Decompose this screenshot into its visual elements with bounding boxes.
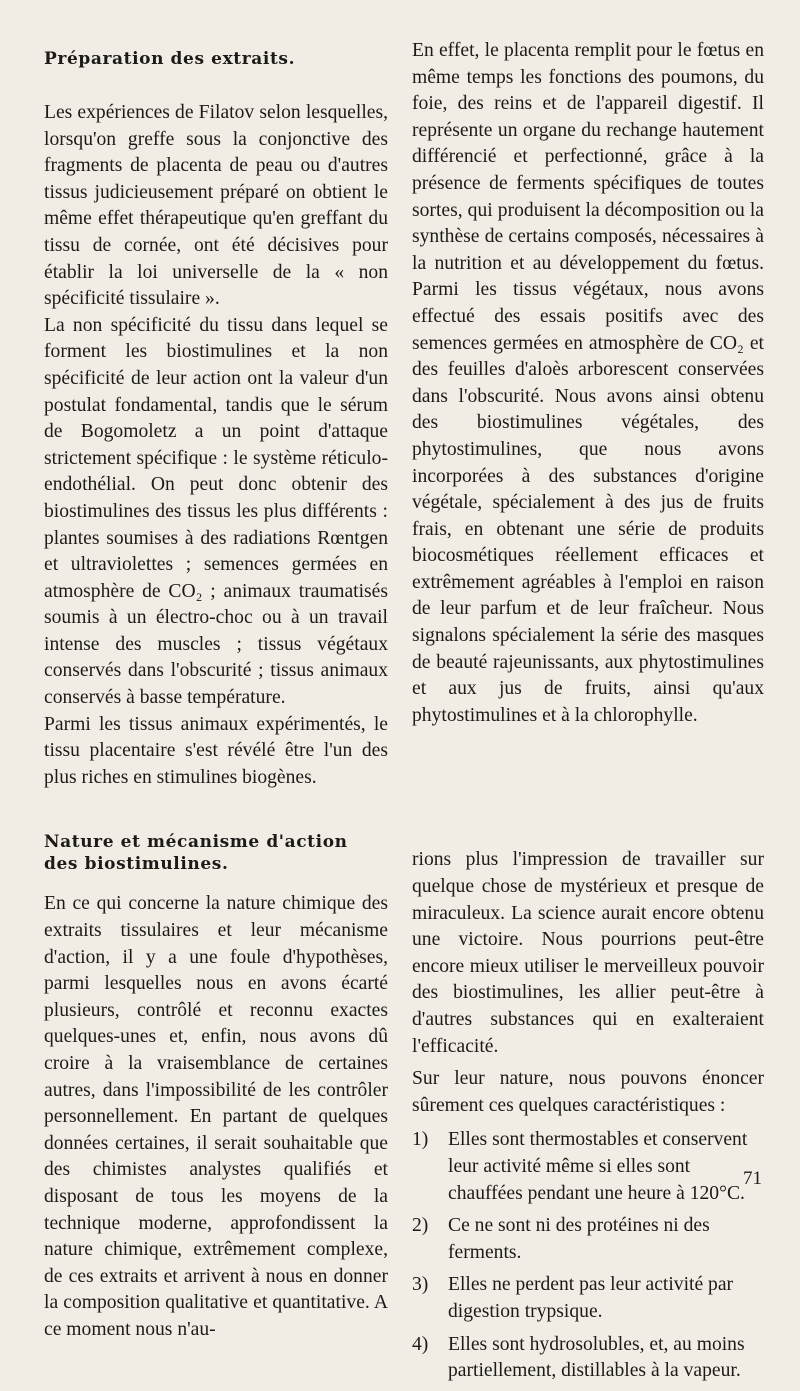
left-column (44, 38, 388, 1344)
right-column (412, 38, 764, 1391)
paragraph: Sur leur nature, nous pouvons énoncer sûrement ces quelques caractéristiques : (412, 1068, 764, 1116)
list-number: 2) (412, 1215, 429, 1237)
list-text: Elles sont hydrosolubles, et, au moins partiellement, distillables à la vapeur. (448, 1333, 745, 1382)
paragraph: En ce qui concerne la nature chimique des extraits tissulaires et leur mécanisme d'action, il y a une foule d'hypothèses, parmi lesquelles nous en avons écarté plusieurs, contrôlé et reconnu exactes quelques-unes et, enfin, nous avons dû croire à la vraisemblance de certaines autres, dans l'impossibilité de les contrôler personnellement. En partant de quelques données certaines, il serait souhaitable que des chimistes analystes qualifiés et disposant de tous les moyens de la technique moderne, approfondissent la nature chimique, extrêmement complexe, de ces extraits et arrivent à nous en donner la composition qualitative et quantitative. A ce moment nous n'au- (44, 893, 388, 1340)
characteristics-list (412, 1127, 764, 1384)
list-item (412, 1127, 764, 1207)
paragraph: Parmi les tissus animaux expérimentés, le tissu placentaire s'est révélé être l'un des plus riches en stimulines biogènes. (44, 713, 388, 788)
page-number: 71 (743, 1168, 762, 1189)
paragraph: Les expériences de Filatov selon lesquelles, lorsqu'on greffe sous la conjonctive des fragments de placenta de peau ou d'autres tissus judicieusement préparé on obtient le même effet thérapeutique qu'en greffant du tissu de cornée, ont été décisives pour établir la loi universelle de la « non spécificité tissulaire ». (44, 102, 388, 310)
list-text: Elles sont thermostables et conservent leur activité même si elles sont chauffées pendant une heure à 120°C. (448, 1129, 748, 1204)
paragraph: En effet, le placenta remplit pour le fœtus en même temps les fonctions des poumons, du foie, des reins et de l'appareil digestif. Il représente un organe du rechange hautement différencié et perfectionné, grâce à la présence de ferments spécifiques de toutes sortes, qui produisent la décomposition ou la synthèse de certains composés, nécessaires à la nutrition et au développement du fœtus. Parmi les tissus végétaux, nous avons effectué des essais positifs avec des semences germées en atmosphère de CO₂ et des feuilles d'aloès arborescent conservées dans l'obscurité. Nous avons ainsi obtenu des biostimulines végétales, des phytostimulines, que nous avons incorporées à des substances d'origine végétale, spécialement à des jus de fruits frais, en obtenant une série de produits biocosmétiques réellement efficaces et extrêmement agréables à l'emploi en raison de leur parfum et de leur fraîcheur. Nous signalons spécialement la série des masques de beauté rajeunissants, aux phytostimulines et aux jus de fruits, ainsi qu'aux phytostimulines et à la chlorophylle. (412, 40, 764, 726)
section-heading-preparation: Préparation des extraits. (44, 49, 296, 69)
section-heading-nature: Nature et mécanisme d'action des biostimulines. (44, 832, 348, 875)
list-number: 4) (412, 1333, 429, 1355)
list-text: Elles ne perdent pas leur activité par digestion trypsique. (448, 1274, 734, 1322)
list-number: 3) (412, 1274, 429, 1296)
paragraph: La non spécificité du tissu dans lequel se forment les biostimulines et la non spécificité de leur action ont la valeur d'un postulat fondamental, tandis que le sérum de Bogomoletz a un point d'attaque strictement spécifique : le système réticulo-endothélial. On peut donc obtenir des biostimulines des tissus les plus différents : plantes soumises à des radiations Rœntgen et ultraviolettes ; semences germées en atmosphère de CO₂ ; animaux traumatisés soumis à un électro-choc ou à un travail intense des muscles ; tissus végétaux conservés dans l'obscurité ; tissus animaux conservés à basse température. (44, 314, 388, 709)
list-item (412, 1272, 764, 1325)
list-item (412, 1332, 764, 1385)
paragraph: rions plus l'impression de travailler sur quelque chose de mystérieux et presque de miraculeux. La science aurait encore obtenu une victoire. Nous pourrions peut-être encore mieux utiliser le merveilleux pouvoir des biostimulines, les allier peut-être à d'autres substances qui en exalteraient l'efficacité. (412, 849, 764, 1057)
list-item (412, 1213, 764, 1266)
list-number: 1) (412, 1129, 429, 1151)
list-text: Ce ne sont ni des protéines ni des ferments. (448, 1215, 710, 1263)
